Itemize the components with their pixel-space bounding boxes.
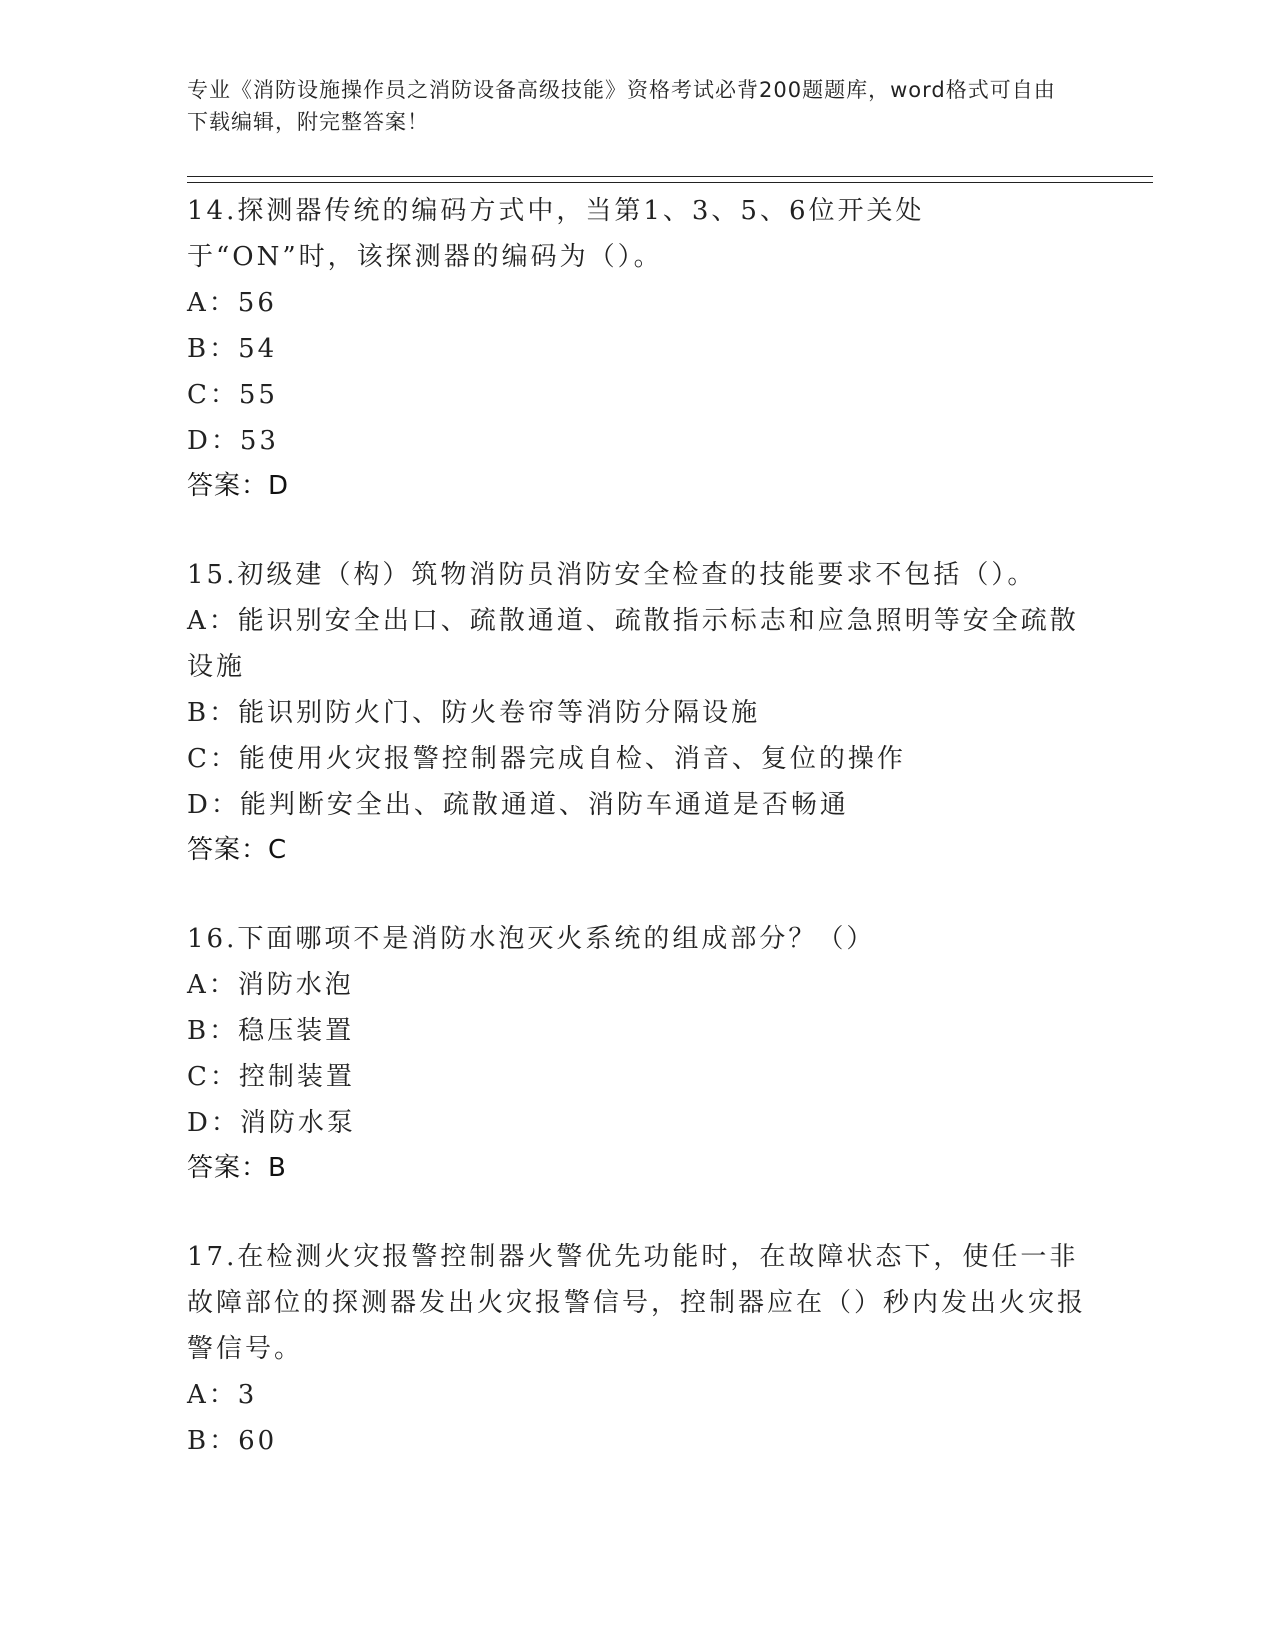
option-b: B：稳压装置 — [187, 1016, 355, 1046]
option-c: C：55 — [187, 380, 278, 410]
question-16 — [187, 916, 1087, 1190]
question-text: 16.下面哪项不是消防水泡灭火系统的组成部分？（） — [187, 924, 876, 954]
question-14 — [187, 188, 1087, 508]
question-15 — [187, 552, 1087, 872]
option-b: B：60 — [187, 1426, 278, 1456]
option-a: A：56 — [187, 288, 277, 318]
document-header: 专业《消防设施操作员之消防设备高级技能》资格考试必背200题题库，word格式可自由下载编辑，附完整答案！ — [187, 78, 1056, 134]
option-c: C：能使用火灾报警控制器完成自检、消音、复位的操作 — [187, 744, 906, 774]
answer: 答案：C — [187, 835, 288, 865]
answer: 答案：B — [187, 1153, 287, 1183]
question-list — [187, 188, 1087, 1508]
option-d: D：能判断安全出、疏散通道、消防车通道是否畅通 — [187, 790, 849, 820]
option-a: A：3 — [187, 1380, 258, 1410]
option-a: A：消防水泡 — [187, 970, 354, 1000]
question-17 — [187, 1234, 1087, 1464]
option-d: D：53 — [187, 426, 279, 456]
answer: 答案：D — [187, 471, 290, 501]
question-text: 14.探测器传统的编码方式中，当第1、3、5、6位开关处于“ON”时，该探测器的编码为（）。 — [187, 196, 925, 272]
question-text: 17.在检测火灾报警控制器火警优先功能时，在故障状态下，使任一非故障部位的探测器发出火灾报警信号，控制器应在（）秒内发出火灾报警信号。 — [187, 1242, 1087, 1364]
option-b: B：能识别防火门、防火卷帘等消防分隔设施 — [187, 698, 761, 728]
option-b: B：54 — [187, 334, 278, 364]
header-rule-bottom — [187, 182, 1153, 183]
option-d: D：消防水泵 — [187, 1108, 356, 1138]
question-text: 15.初级建（构）筑物消防员消防安全检查的技能要求不包括（）。 — [187, 560, 1037, 590]
option-a: A：能识别安全出口、疏散通道、疏散指示标志和应急照明等安全疏散设施 — [187, 606, 1079, 682]
header-rule-top — [187, 176, 1153, 177]
option-c: C：控制装置 — [187, 1062, 355, 1092]
